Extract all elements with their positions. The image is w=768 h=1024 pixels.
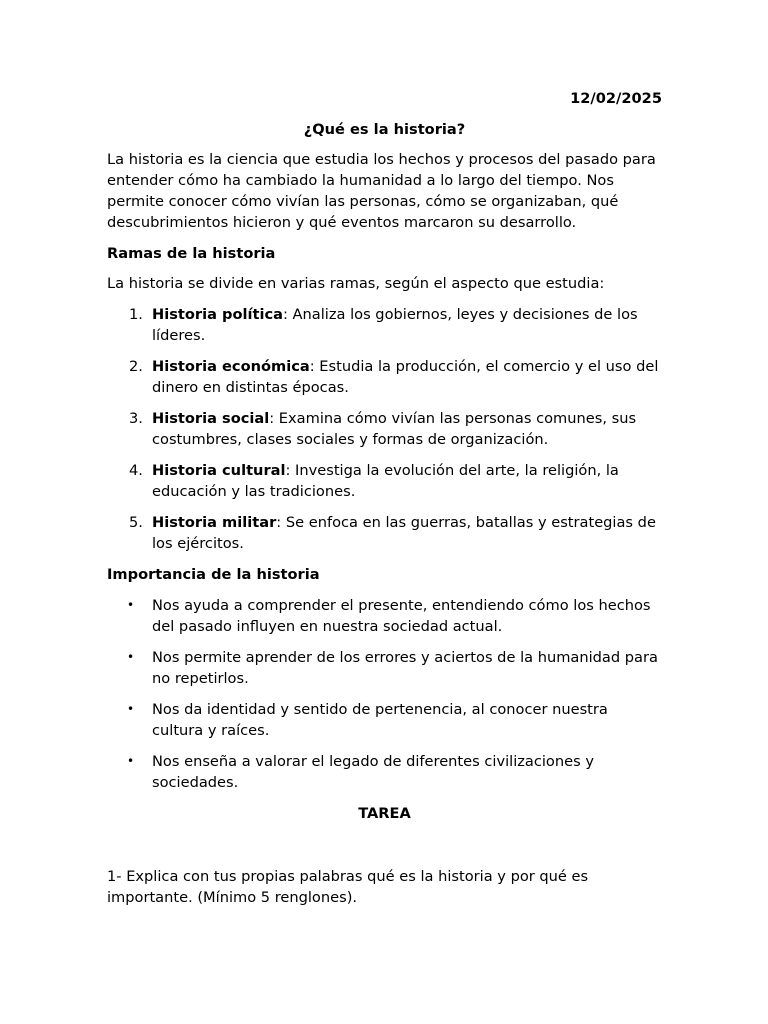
list-number: 5. xyxy=(129,514,143,531)
importancia-list xyxy=(107,595,662,793)
importancia-text: Nos ayuda a comprender el presente, entendiendo cómo los hechos del pasado influyen en nuestra sociedad actual. xyxy=(152,597,651,635)
ramas-list-item xyxy=(107,356,662,398)
ramas-list-item xyxy=(107,304,662,346)
importancia-text: Nos da identidad y sentido de pertenencia, al conocer nuestra cultura y raíces. xyxy=(152,701,608,739)
tarea-heading: TAREA xyxy=(358,805,411,822)
document-title: ¿Qué es la historia? xyxy=(303,121,466,138)
importancia-list-item xyxy=(107,699,662,741)
ramas-list-item xyxy=(107,408,662,450)
list-number: 2. xyxy=(129,358,143,375)
importancia-list-item xyxy=(107,595,662,637)
rama-term: Historia cultural xyxy=(152,462,286,479)
ramas-list xyxy=(107,304,662,554)
rama-description: : Analiza los gobiernos, leyes y decisiones de los líderes. xyxy=(152,306,638,344)
document-page xyxy=(107,88,662,908)
document-date: 12/02/2025 xyxy=(570,90,662,107)
bullet-icon: • xyxy=(127,650,135,664)
ramas-heading: Ramas de la historia xyxy=(107,245,276,262)
rama-term: Historia política xyxy=(152,306,283,323)
importancia-list-item xyxy=(107,751,662,793)
importancia-list-item xyxy=(107,647,662,689)
bullet-icon: • xyxy=(127,702,135,716)
rama-term: Historia social xyxy=(152,410,270,427)
list-number: 3. xyxy=(129,410,143,427)
rama-description: : Investiga la evolución del arte, la religión, la educación y las tradiciones. xyxy=(152,462,619,500)
bullet-icon: • xyxy=(127,754,135,768)
intro-paragraph: La historia es la ciencia que estudia los hechos y procesos del pasado para entender cómo ha cambiado la humanidad a lo largo del tiempo. Nos permite conocer cómo vivían las personas, cómo se organizaban, qué descubrimientos hicieron y qué eventos marcaron su desarrollo. xyxy=(107,151,656,231)
tarea-task-1: 1- Explica con tus propias palabras qué es la historia y por qué es importante. (Mínimo 5 renglones). xyxy=(107,868,589,906)
rama-term: Historia militar xyxy=(152,514,277,531)
ramas-intro: La historia se divide en varias ramas, según el aspecto que estudia: xyxy=(107,275,605,292)
importancia-text: Nos enseña a valorar el legado de diferentes civilizaciones y sociedades. xyxy=(152,753,594,791)
rama-description: : Estudia la producción, el comercio y el uso del dinero en distintas épocas. xyxy=(152,358,659,396)
ramas-list-item xyxy=(107,512,662,554)
rama-description: : Examina cómo vivían las personas comunes, sus costumbres, clases sociales y formas de organización. xyxy=(152,410,637,448)
bullet-icon: • xyxy=(127,598,135,612)
list-number: 4. xyxy=(129,462,143,479)
rama-description: : Se enfoca en las guerras, batallas y estrategias de los ejércitos. xyxy=(152,514,656,552)
ramas-list-item xyxy=(107,460,662,502)
list-number: 1. xyxy=(129,306,143,323)
importancia-text: Nos permite aprender de los errores y aciertos de la humanidad para no repetirlos. xyxy=(152,649,658,687)
importancia-heading: Importancia de la historia xyxy=(107,566,320,583)
rama-term: Historia económica xyxy=(152,358,310,375)
